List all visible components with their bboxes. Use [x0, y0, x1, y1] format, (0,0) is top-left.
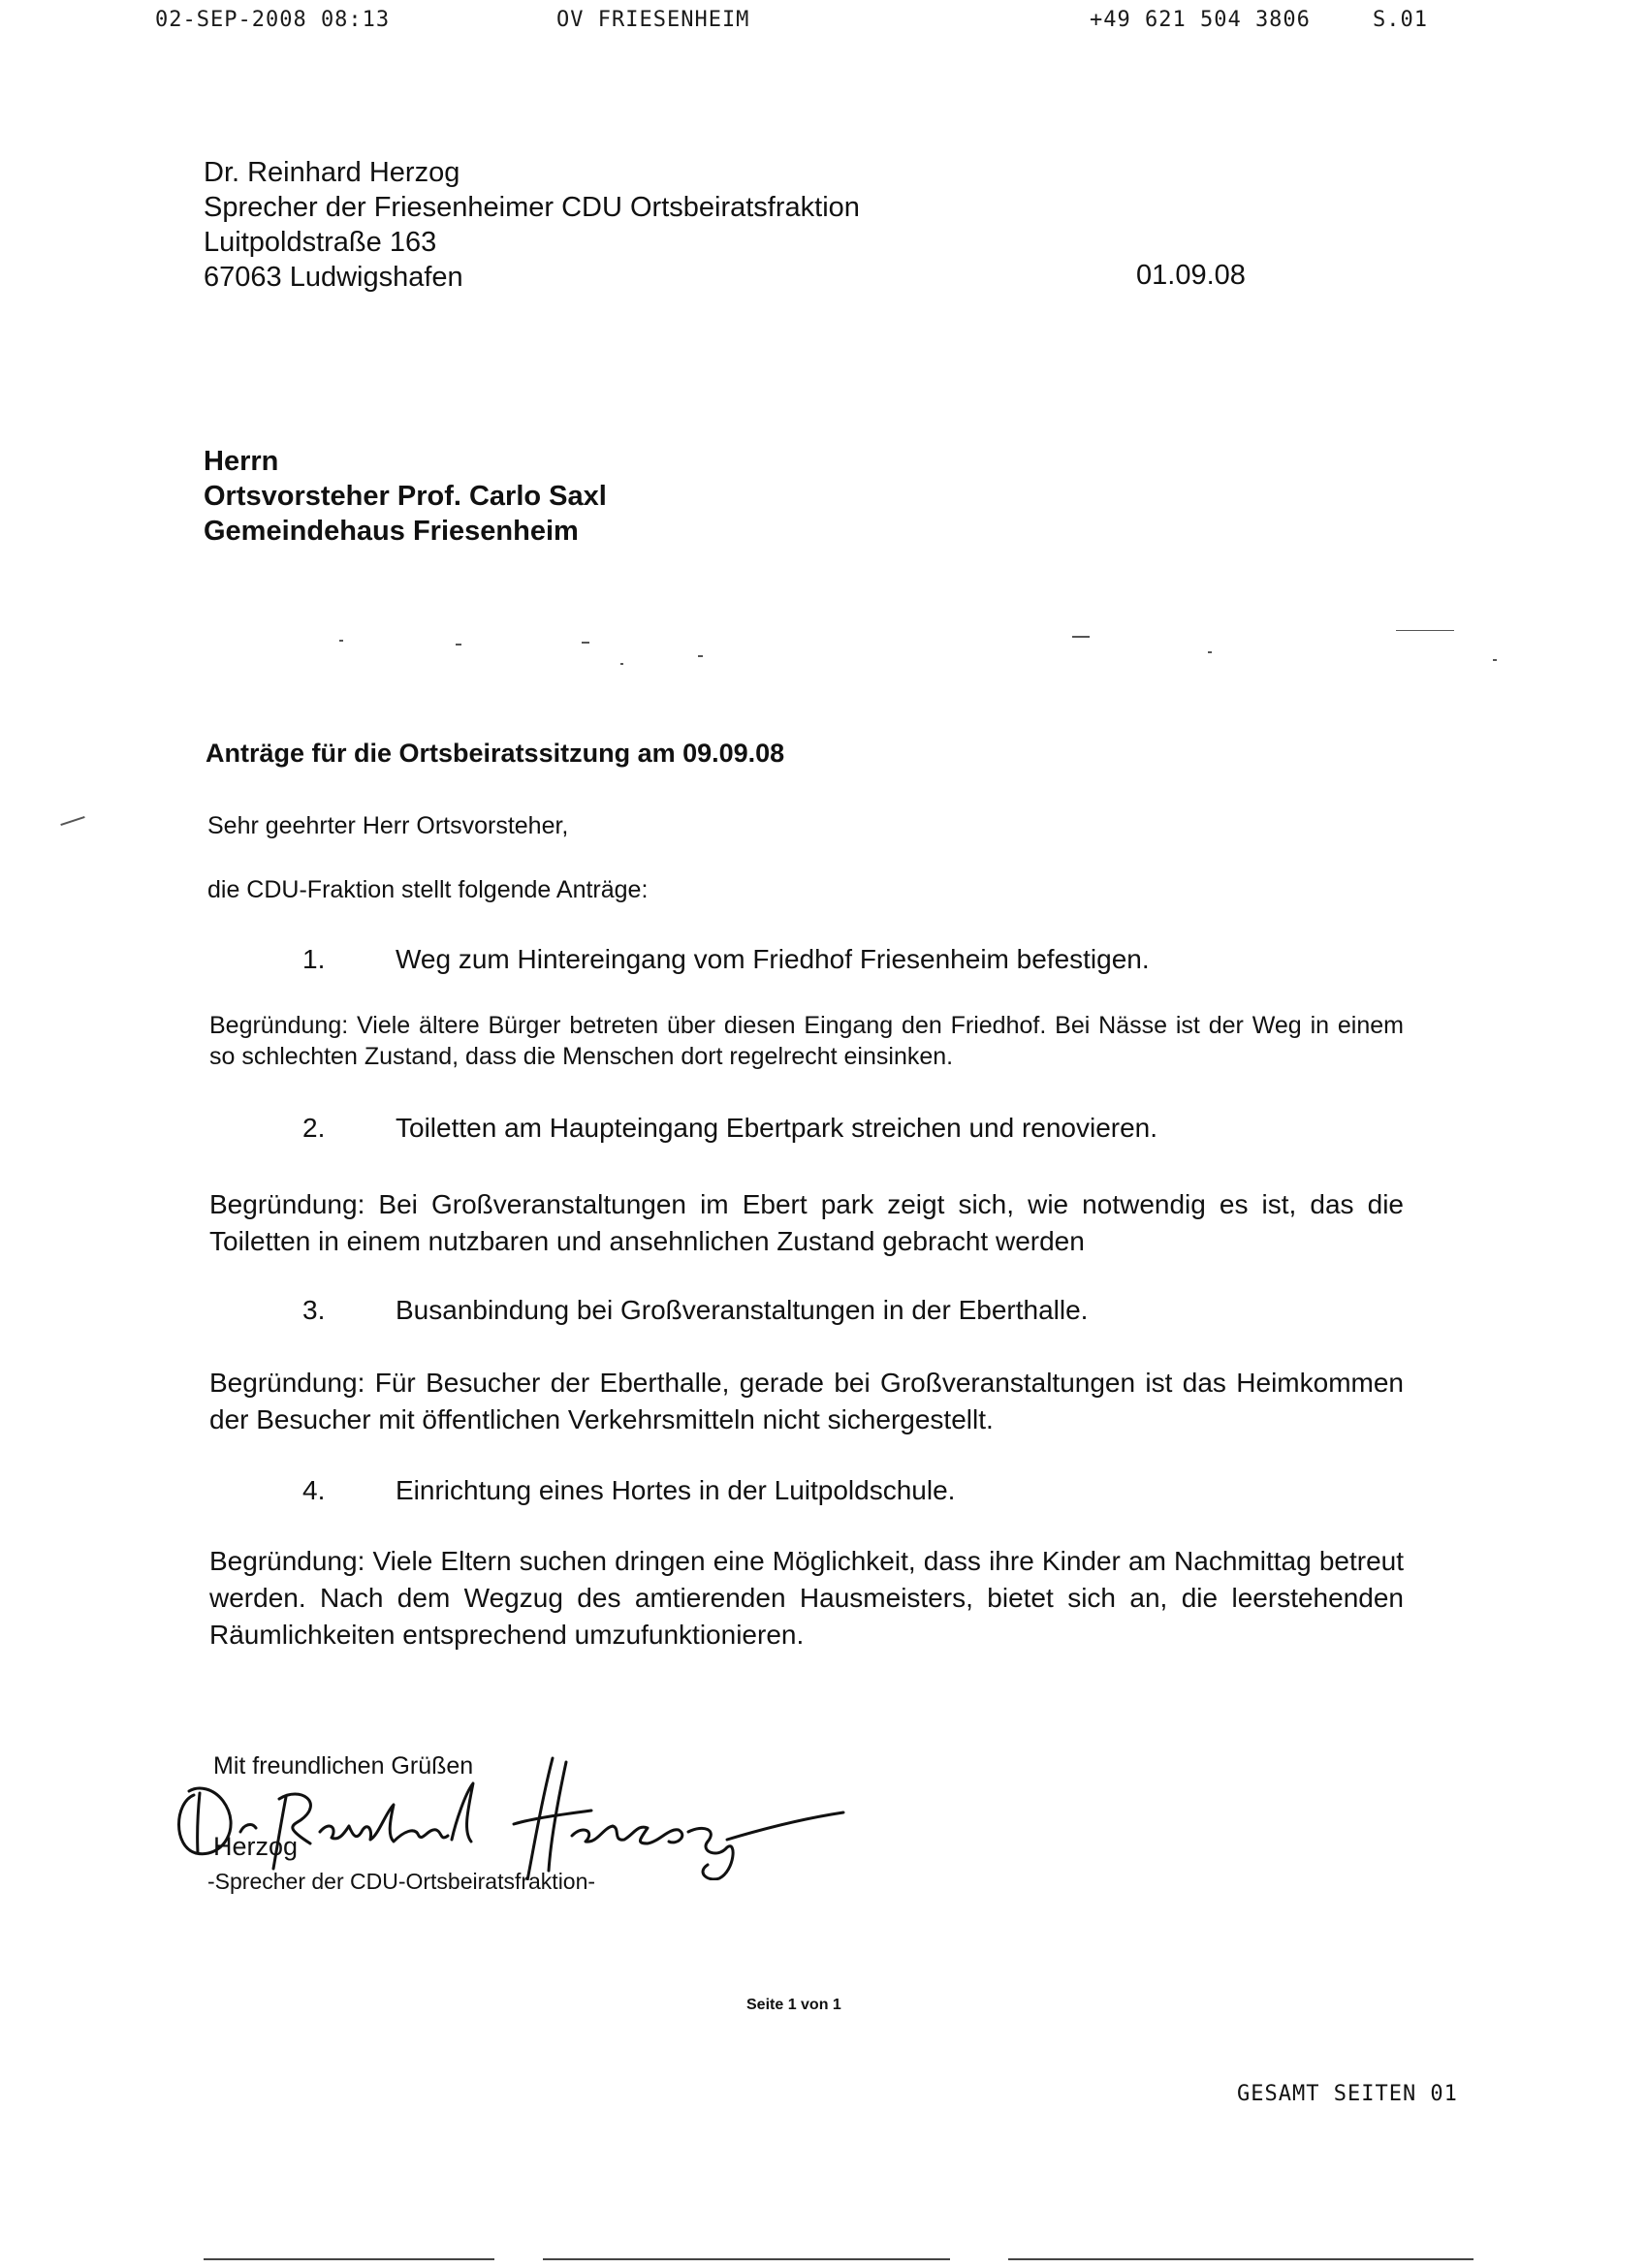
salutation: Sehr geehrter Herr Ortsvorsteher,: [207, 812, 569, 839]
item-reason: Begründung: Bei Großveranstaltungen im Ebert park zeigt sich, wie notwendig es ist, das die Toiletten in einem nutzbaren und ansehnlichen Zustand gebracht werden: [209, 1189, 1404, 1256]
item-text: Einrichtung eines Hortes in der Luitpoldschule.: [396, 1475, 956, 1505]
fax-sender-station: OV FRIESENHEIM: [556, 8, 750, 32]
letter-subject: Anträge für die Ortsbeiratssitzung am 09.09.08: [206, 739, 785, 768]
item-text: Busanbindung bei Großveranstaltungen in der Eberthalle.: [396, 1295, 1089, 1325]
sender-city: 67063 Ludwigshafen: [204, 262, 463, 293]
letter-date: 01.09.08: [1136, 260, 1246, 291]
closing-greeting: Mit freundlichen Grüßen: [213, 1752, 474, 1780]
page-footer: Seite 1 von 1: [746, 1997, 841, 2013]
recipient-line-3: Gemeindehaus Friesenheim: [204, 516, 579, 547]
item-text: Toiletten am Haupteingang Ebertpark streichen und renovieren.: [396, 1113, 1158, 1143]
fax-total-pages: GESAMT SEITEN 01: [1237, 2082, 1458, 2106]
recipient-block: [204, 444, 607, 549]
sender-role: Sprecher der Friesenheimer CDU Ortsbeiratsfraktion: [204, 192, 860, 223]
intro-text: die CDU-Fraktion stellt folgende Anträge:: [207, 876, 649, 903]
item-number: 1.: [302, 944, 326, 974]
closing-name: Herzog: [213, 1832, 299, 1861]
item-reason: Begründung: Für Besucher der Eberthalle, gerade bei Großveranstaltungen ist das Heimkommen der Besucher mit öffentlichen Verkehrsmitteln nicht sichergestellt.: [209, 1368, 1404, 1434]
item-number: 2.: [302, 1113, 326, 1143]
item-reason: Begründung: Viele Eltern suchen dringen eine Möglichkeit, dass ihre Kinder am Nachmittag betreut werden. Nach dem Wegzug des amtierenden Hausmeisters, bietet sich an, die leerstehenden Räumlichkeiten entsprechend umzufunktionieren.: [209, 1546, 1404, 1650]
fax-datetime: 02-SEP-2008 08:13: [155, 8, 391, 32]
sender-street: Luitpoldstraße 163: [204, 227, 437, 258]
closing-role: -Sprecher der CDU-Ortsbeiratsfraktion-: [207, 1869, 596, 1894]
sender-block: [204, 155, 860, 295]
fax-number: +49 621 504 3806: [1090, 8, 1311, 32]
item-text: Weg zum Hintereingang vom Friedhof Friesenheim befestigen.: [396, 944, 1150, 974]
item-number: 3.: [302, 1295, 326, 1325]
recipient-line-1: Herrn: [204, 446, 279, 477]
fax-page: S.01: [1373, 8, 1428, 32]
item-reason: Begründung: Viele ältere Bürger betreten über diesen Eingang den Friedhof. Bei Nässe ist der Weg in einem so schlechten Zustand, dass die Menschen dort regelrecht einsinken.: [209, 1012, 1404, 1070]
sender-name: Dr. Reinhard Herzog: [204, 157, 460, 188]
recipient-line-2: Ortsvorsteher Prof. Carlo Saxl: [204, 481, 607, 512]
item-number: 4.: [302, 1475, 326, 1505]
